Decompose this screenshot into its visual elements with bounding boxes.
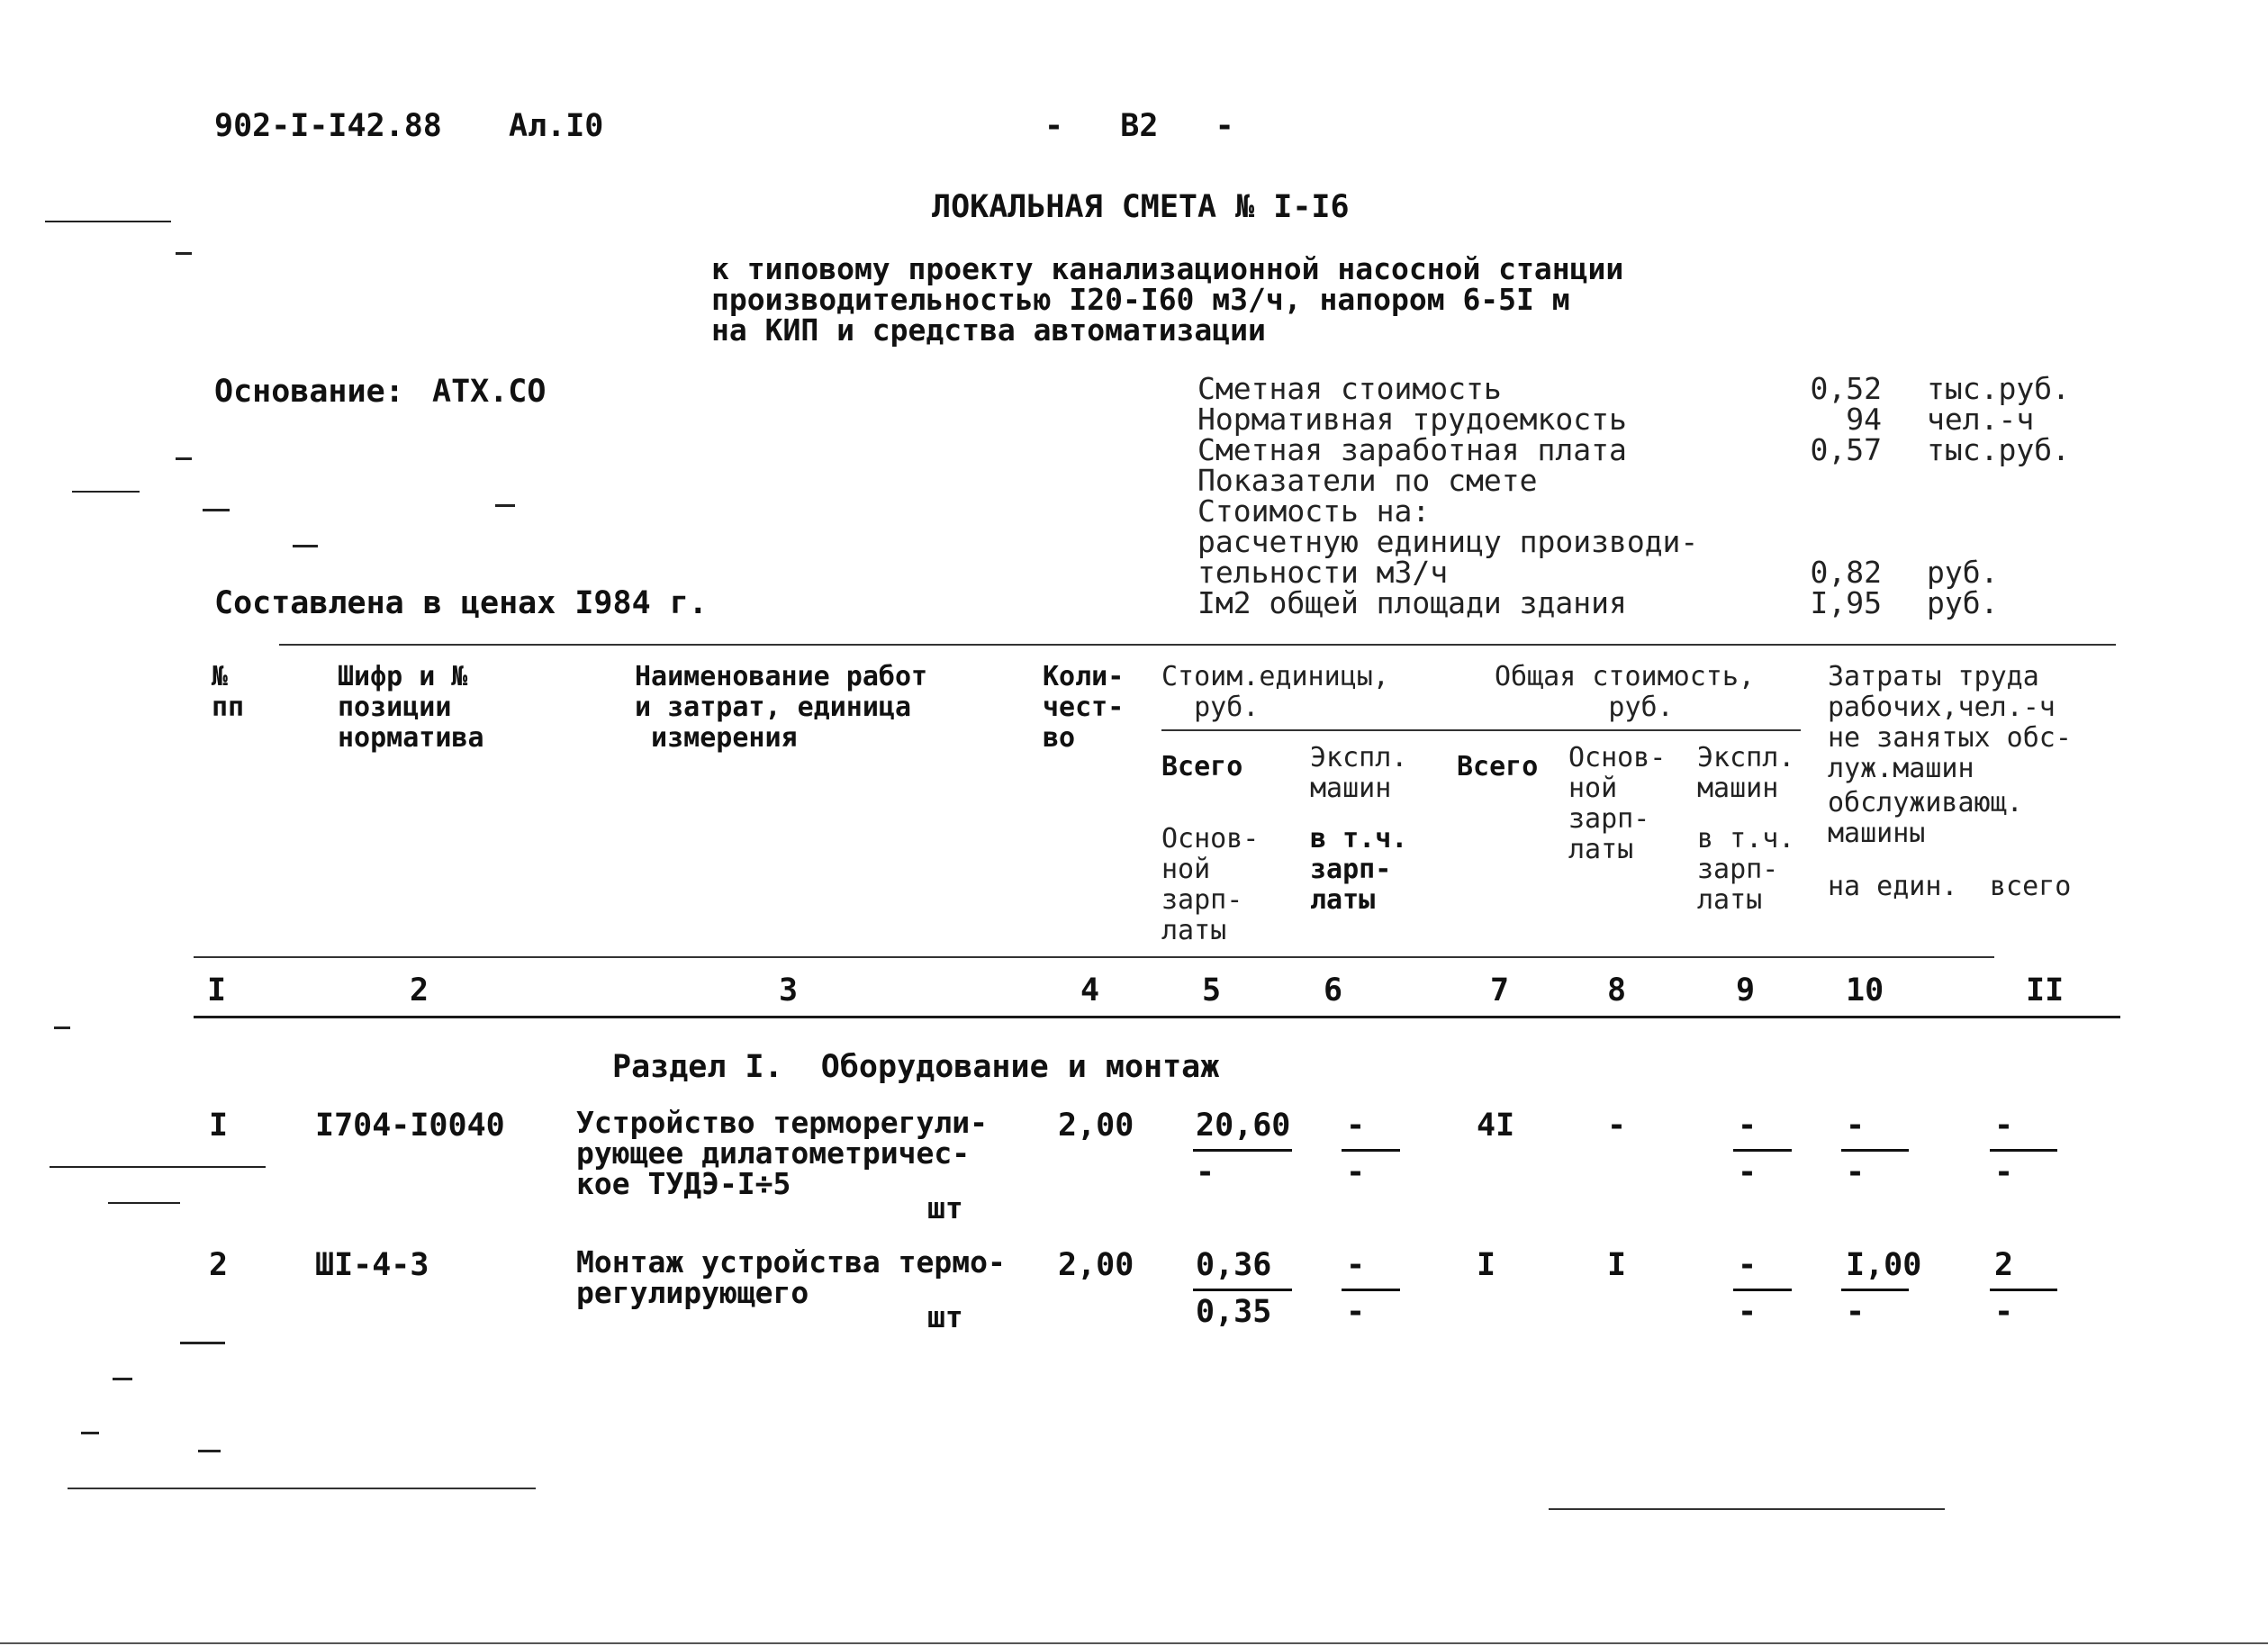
row-labor-total: 2 — [1994, 1247, 2014, 1283]
summary-unit: тыс.руб. — [1927, 432, 2070, 467]
fraction-line — [1841, 1149, 1909, 1152]
fraction-line — [1193, 1149, 1292, 1152]
scan-mark — [495, 504, 515, 507]
estimate-title: ЛОКАЛЬНАЯ СМЕТА № I-I6 — [932, 189, 1350, 225]
fraction-line — [1733, 1149, 1792, 1152]
page-edge-rule — [0, 1642, 2268, 1644]
scan-mark — [113, 1378, 132, 1380]
row-unit-cost-wages: 0,35 — [1196, 1294, 1272, 1330]
col-header-5a: Всего — [1161, 751, 1243, 782]
summary-value: 94 — [1846, 402, 1882, 437]
scan-mark — [45, 221, 171, 222]
summary-value: 0,57 — [1810, 432, 1882, 467]
col-header-num: № пп — [212, 661, 245, 723]
column-number: 3 — [779, 972, 799, 1008]
col-header-11: всего — [1990, 871, 2072, 902]
row-unit-cost-total: 20,60 — [1196, 1108, 1291, 1144]
summary-value: I,95 — [1810, 585, 1882, 620]
summary-value: 0,52 — [1810, 371, 1882, 406]
prices-note: Составлена в ценах I984 г. — [214, 585, 708, 621]
column-number: 4 — [1080, 972, 1100, 1008]
row-labor-total: - — [1994, 1108, 2014, 1144]
summary-label: Показатели по смете — [1197, 463, 1538, 498]
header-subrule — [1161, 729, 1801, 731]
fraction-line — [1342, 1289, 1400, 1291]
row-labor-total-machines: - — [1994, 1154, 2014, 1190]
scan-mark — [176, 252, 192, 255]
summary-label: Iм2 общей площади здания — [1197, 585, 1627, 620]
row-unit-cost-machines: - — [1346, 1108, 1366, 1144]
column-number: 9 — [1736, 972, 1756, 1008]
scan-mark — [81, 1432, 99, 1434]
sheet-number: Ал.I0 — [509, 108, 604, 144]
row-unit-cost-machine-wages: - — [1346, 1154, 1366, 1190]
scan-mark — [54, 1026, 70, 1029]
row-total-machine-wages: - — [1738, 1154, 1757, 1190]
basis-label: Основание: — [214, 374, 404, 410]
row-name: Монтаж устройства термо- регулирующего — [576, 1244, 1006, 1310]
row-code: I704-I0040 — [315, 1108, 505, 1144]
col-header-6b: в т.ч. зарп- латы — [1310, 823, 1408, 916]
estimate-subtitle-2: производительностью I20-I60 м3/ч, напором 6-5I м — [711, 282, 1570, 317]
header-bottom-rule — [194, 956, 1994, 958]
fraction-line — [1733, 1289, 1792, 1291]
col-header-total-cost: Общая стоимость, руб. — [1495, 661, 1755, 723]
scan-mark — [293, 545, 318, 547]
row-unit: шт — [927, 1299, 963, 1334]
estimate-subtitle-1: к типовому проекту канализационной насосной станции — [711, 251, 1624, 286]
summary-unit: руб. — [1927, 555, 1999, 590]
scan-mark — [176, 457, 192, 460]
bottom-rule-right — [1549, 1508, 1945, 1510]
column-number: 7 — [1490, 972, 1510, 1008]
col-header-unit-cost: Стоим.единицы, руб. — [1161, 661, 1389, 723]
summary-label: Стоимость на: — [1197, 493, 1431, 529]
scan-mark — [180, 1342, 225, 1344]
scan-mark — [72, 491, 140, 493]
row-unit-cost-total: 0,36 — [1196, 1247, 1272, 1283]
col-header-code: Шифр и № позиции норматива — [338, 661, 484, 754]
summary-label: Нормативная трудоемкость — [1197, 402, 1627, 437]
doc-code: 902-I-I42.88 — [214, 108, 442, 144]
summary-label: Сметная заработная плата — [1197, 432, 1627, 467]
scan-mark — [108, 1202, 180, 1204]
row-total-machines: - — [1738, 1247, 1757, 1283]
col-header-9b: в т.ч. зарп- латы — [1697, 823, 1795, 916]
summary-unit: чел.-ч — [1927, 402, 2035, 437]
section-title: Раздел I. Оборудование и монтаж — [612, 1049, 1220, 1085]
column-number: I — [207, 972, 227, 1008]
bottom-rule-left — [68, 1488, 536, 1489]
column-numbers-rule — [194, 1016, 2120, 1018]
fraction-line — [1990, 1149, 2057, 1152]
summary-label: расчетную единицу производи- — [1197, 524, 1699, 559]
col-header-name: Наименование работ и затрат, единица измерения — [635, 661, 928, 754]
fraction-line — [1841, 1289, 1909, 1291]
row-labor-total-machines: - — [1994, 1294, 2014, 1330]
row-unit: шт — [927, 1190, 963, 1225]
row-total-cost: I — [1477, 1247, 1496, 1283]
column-number: 5 — [1202, 972, 1222, 1008]
fraction-line — [1193, 1289, 1292, 1291]
column-number: 2 — [410, 972, 429, 1008]
row-total-machine-wages: - — [1738, 1294, 1757, 1330]
col-header-6a: Экспл. машин — [1310, 742, 1408, 804]
row-code: ШI-4-3 — [315, 1247, 429, 1283]
col-header-1011-mid: обслуживающ. машины — [1828, 787, 2023, 849]
column-number: 8 — [1607, 972, 1627, 1008]
row-qty: 2,00 — [1058, 1247, 1134, 1283]
fraction-line — [1342, 1149, 1400, 1152]
row-unit-cost-wages: - — [1196, 1154, 1215, 1190]
col-header-7: Всего — [1457, 751, 1539, 782]
scan-mark — [198, 1450, 221, 1452]
col-header-8: Основ- ной зарп- латы — [1568, 742, 1667, 865]
col-header-10: на един. — [1828, 871, 1958, 902]
scan-mark — [50, 1166, 266, 1168]
row-unit-cost-machines: - — [1346, 1247, 1366, 1283]
row-total-machines: - — [1738, 1108, 1757, 1144]
summary-label: Сметная стоимость — [1197, 371, 1502, 406]
basis-value: АТХ.СО — [432, 374, 547, 410]
col-header-labor: Затраты труда рабочих,чел.-ч не занятых обс- луж.машин — [1828, 661, 2072, 784]
row-number: 2 — [209, 1247, 229, 1283]
row-name: Устройство терморегули- рующее дилатометричес- кое ТУДЭ-I÷5 — [576, 1105, 988, 1201]
summary-unit: тыс.руб. — [1927, 371, 2070, 406]
col-header-qty: Коли- чест- во — [1043, 661, 1125, 754]
col-header-5b: Основ- ной зарп- латы — [1161, 823, 1260, 946]
col-header-9a: Экспл. машин — [1697, 742, 1795, 804]
column-number: 10 — [1846, 972, 1884, 1008]
row-labor-per-unit: I,00 — [1846, 1247, 1922, 1283]
table-top-rule — [279, 644, 2116, 646]
estimate-subtitle-3: на КИП и средства автоматизации — [711, 312, 1266, 348]
row-number: I — [209, 1108, 229, 1144]
summary-unit: руб. — [1927, 585, 1999, 620]
row-total-wages: - — [1607, 1108, 1627, 1144]
summary-label: тельности м3/ч — [1197, 555, 1449, 590]
column-number: II — [2026, 972, 2065, 1008]
row-unit-cost-machine-wages: - — [1346, 1294, 1366, 1330]
row-qty: 2,00 — [1058, 1108, 1134, 1144]
row-labor-per-unit-machines: - — [1846, 1294, 1866, 1330]
row-labor-per-unit-machines: - — [1846, 1154, 1866, 1190]
row-total-cost: 4I — [1477, 1108, 1515, 1144]
summary-value: 0,82 — [1810, 555, 1882, 590]
row-labor-per-unit: - — [1846, 1108, 1866, 1144]
scan-mark — [203, 509, 230, 511]
fraction-line — [1990, 1289, 2057, 1291]
page-number: - В2 - — [1044, 108, 1234, 144]
column-number: 6 — [1324, 972, 1343, 1008]
row-total-wages: I — [1607, 1247, 1627, 1283]
